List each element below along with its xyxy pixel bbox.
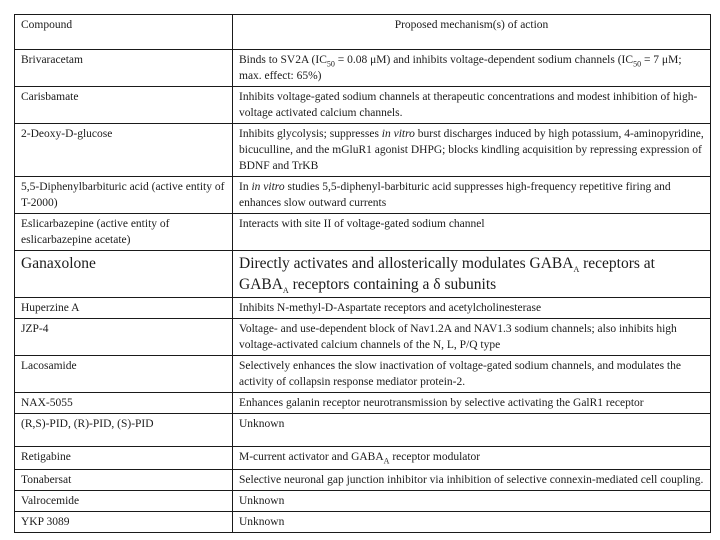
compound-cell: 5,5-Diphenylbarbituric acid (active entity of T-2000) [15, 177, 233, 214]
table-row [15, 50, 711, 87]
mechanism-cell: Inhibits N-methyl-D-Aspartate receptors and acetylcholinesterase [233, 298, 711, 319]
table-row [15, 87, 711, 124]
compound-cell: NAX-5055 [15, 393, 233, 414]
mechanism-cell: Interacts with site II of voltage-gated sodium channel [233, 214, 711, 251]
compound-cell: (R,S)-PID, (R)-PID, (S)-PID [15, 414, 233, 447]
compound-cell: Tonabersat [15, 470, 233, 491]
mechanism-cell: Unknown [233, 512, 711, 533]
compound-cell: JZP-4 [15, 319, 233, 356]
table-row [15, 470, 711, 491]
table-row [15, 298, 711, 319]
mechanism-cell: Unknown [233, 491, 711, 512]
table-row [15, 512, 711, 533]
compound-cell: Valrocemide [15, 491, 233, 512]
compound-cell: 2-Deoxy-D-glucose [15, 124, 233, 177]
compound-cell: Retigabine [15, 447, 233, 470]
table-row [15, 251, 711, 298]
column-header-mechanism: Proposed mechanism(s) of action [233, 15, 711, 50]
mechanism-cell: Enhances galanin receptor neurotransmission by selective activating the GalR1 receptor [233, 393, 711, 414]
table-row [15, 177, 711, 214]
mechanism-cell: Directly activates and allosterically modulates $GABA_A$ receptors at $GABA_A$ receptors containing a δ subunits [233, 251, 711, 298]
mechanism-cell: Selective neuronal gap junction inhibitor via inhibition of selective connexin-mediated cell coupling. [233, 470, 711, 491]
compound-cell: Lacosamide [15, 356, 233, 393]
compound-cell: Brivaracetam [15, 50, 233, 87]
table-row [15, 124, 711, 177]
column-header-compound: Compound [15, 15, 233, 50]
table-row [15, 393, 711, 414]
table-row [15, 319, 711, 356]
mechanism-cell: M-current activator and $GABA_A$ receptor modulator [233, 447, 711, 470]
table-row [15, 414, 711, 447]
table-row [15, 447, 711, 470]
mechanism-cell: Binds to SV2A ($IC_{50} = 0.08$ μM) and inhibits voltage-dependent sodium channels ($IC_{50} = 7$ μM; max. effect: 65%) [233, 50, 711, 87]
compound-cell: Ganaxolone [15, 251, 233, 298]
table-row [15, 356, 711, 393]
mechanism-cell: Selectively enhances the slow inactivation of voltage-gated sodium channels, and modulates the activity of collapsin response mediator protein-2. [233, 356, 711, 393]
mechanism-cell: Inhibits glycolysis; suppresses in vitro burst discharges induced by high potassium, 4-aminopyridine, bicuculline, and the mGluR1 agonist DHPG; blocks kindling acquisition by repressing expression of BDNF and TrKB [233, 124, 711, 177]
table-body [15, 50, 711, 533]
mechanism-cell: Unknown [233, 414, 711, 447]
mechanism-cell: Inhibits voltage-gated sodium channels at therapeutic concentrations and modest inhibition of high-voltage activated calcium channels. [233, 87, 711, 124]
mechanism-cell: Voltage- and use-dependent block of Nav1.2A and NAV1.3 sodium channels; also inhibits high voltage-activated calcium channels of the N, L, P/Q type [233, 319, 711, 356]
compound-mechanism-table [14, 14, 711, 533]
compound-cell: Carisbamate [15, 87, 233, 124]
table-row [15, 491, 711, 512]
compound-cell: Huperzine A [15, 298, 233, 319]
compound-cell: Eslicarbazepine (active entity of eslicarbazepine acetate) [15, 214, 233, 251]
header-row [15, 15, 711, 50]
mechanism-cell: In in vitro studies 5,5-diphenyl-barbituric acid suppresses high-frequency repetitive firing and enhances slow outward currents [233, 177, 711, 214]
table-row [15, 214, 711, 251]
compound-cell: YKP 3089 [15, 512, 233, 533]
